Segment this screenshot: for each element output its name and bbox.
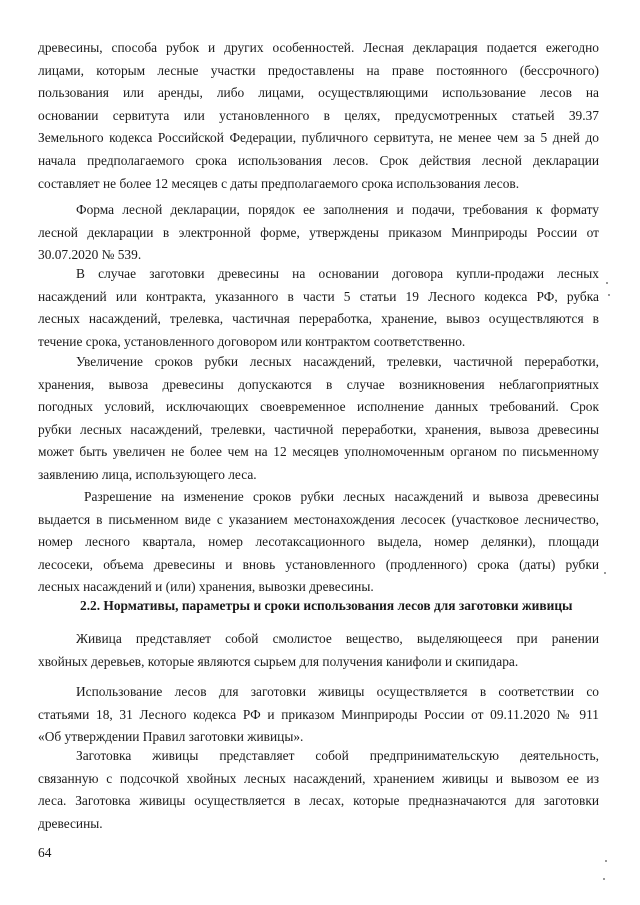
text-line: древесины. [38, 815, 103, 831]
text-line: Форма лесной декларации, порядок ее заполнения и подачи, требования к формату [76, 202, 599, 217]
paragraph-uvelichenie-srokov [38, 351, 599, 487]
text-line: статьями 18, 31 Лесного кодекса РФ и приказом Минприроды России от 09.11.2020 № 911 [38, 706, 599, 722]
paragraph-zhivitsa-opredelenie [38, 628, 599, 673]
text-line: лесной декларации в электронной форме, утверждены приказом Минприроды России от [38, 224, 599, 240]
text-line: Живица представляет собой смолистое вещество, выделяющееся при ранении [76, 631, 599, 646]
text-line: выдается в письменном виде с указанием местонахождения лесосек (участковое лесничество, [38, 511, 599, 527]
scan-speck [606, 282, 608, 284]
page-number: 64 [38, 845, 52, 860]
paragraph-forma-deklaratsii [38, 199, 599, 267]
text-line: древесины, способа рубок и других особенностей. Лесная декларация подается ежегодно [38, 40, 599, 55]
text-line: Использование лесов для заготовки живицы осуществляется в соответствии со [76, 684, 599, 699]
text-line: 30.07.2020 № 539. [38, 247, 142, 263]
paragraph-zagotovka-zhivitsy [38, 745, 599, 835]
scan-speck [605, 860, 607, 862]
text-line: леса. Заготовка живицы осуществляется в лесах, которые предназначаются для заготовки [38, 793, 599, 809]
text-line: составляет не более 12 месяцев с даты предполагаемого срока использования лесов. [38, 175, 520, 191]
text-line: лесных насаждений и (или) хранения, вывозки древесины. [38, 579, 374, 595]
section-heading: 2.2. Нормативы, параметры и сроки использования лесов для заготовки живицы [80, 598, 573, 613]
text-line: начала предполагаемого срока использования лесов. Срок действия лесной декларации [38, 152, 599, 168]
paragraph-ispolzovanie-lesov [38, 681, 599, 749]
paragraph-razreshenie [38, 486, 599, 599]
text-line: Заготовка живицы представляет собой предпринимательскую деятельность, [76, 748, 599, 763]
text-line: номер лесного квартала, номер лесотаксационного выдела, номер делянки), площади [38, 534, 599, 550]
text-line: основании сервитута или установленного в целях, предусмотренных статьей 39.37 [38, 107, 599, 123]
scan-speck [608, 294, 610, 296]
text-line: лесных насаждений, трелевка, частичная переработка, хранение, вывоз осуществляются в [38, 311, 599, 327]
scan-speck [604, 572, 606, 574]
text-line: лесосеки, объема древесины и вновь установленного (продленного) срока (даты) рубки [38, 556, 599, 572]
text-line: погодных условий, исключающих своевременное исполнение данных требований. Срок [38, 399, 599, 415]
paragraph-dogovor-kupli-prodazhi [38, 263, 599, 353]
text-line: пользования или аренды, либо лицами, осуществляющими использование лесов на [38, 85, 599, 101]
scan-speck [603, 878, 605, 880]
text-line: насаждений или контракта, указанного в части 5 статьи 19 Лесного кодекса РФ, рубка [38, 288, 599, 304]
text-line: лицами, которым лесные участки предоставлены на праве постоянного (бессрочного) [38, 62, 599, 78]
text-line: рубки лесных насаждений, трелевки, частичной переработки, хранения, вывоза древесины [38, 421, 599, 437]
paragraph-lesnaya-deklaratsiya [38, 37, 599, 195]
text-line: В случае заготовки древесины на основании договора купли-продажи лесных [76, 266, 599, 281]
text-line: хранения, вывоза древесины допускаются в случае возникновения неблагоприятных [38, 376, 599, 392]
text-line: «Об утверждении Правил заготовки живицы». [38, 729, 304, 745]
text-line: течение срока, установленного договором или контрактом соответственно. [38, 333, 466, 349]
text-line: связанную с подсочкой хвойных лесных насаждений, хранением живицы и вывозом ее из [38, 770, 599, 786]
text-line: Разрешение на изменение сроков рубки лесных насаждений и вывоза древесины [84, 489, 599, 504]
text-line: Земельного кодекса Российской Федерации, публичного сервитута, не менее чем за 5 дней до [38, 130, 599, 146]
text-line: заявлению лица, использующего леса. [38, 466, 257, 482]
text-line: Увеличение сроков рубки лесных насаждений, трелевки, частичной переработки, [76, 354, 599, 369]
text-line: может быть увеличен не более чем на 12 месяцев уполномоченным органом по письменному [38, 444, 599, 460]
text-line: хвойных деревьев, которые являются сырьем для получения канифоли и скипидара. [38, 653, 519, 669]
